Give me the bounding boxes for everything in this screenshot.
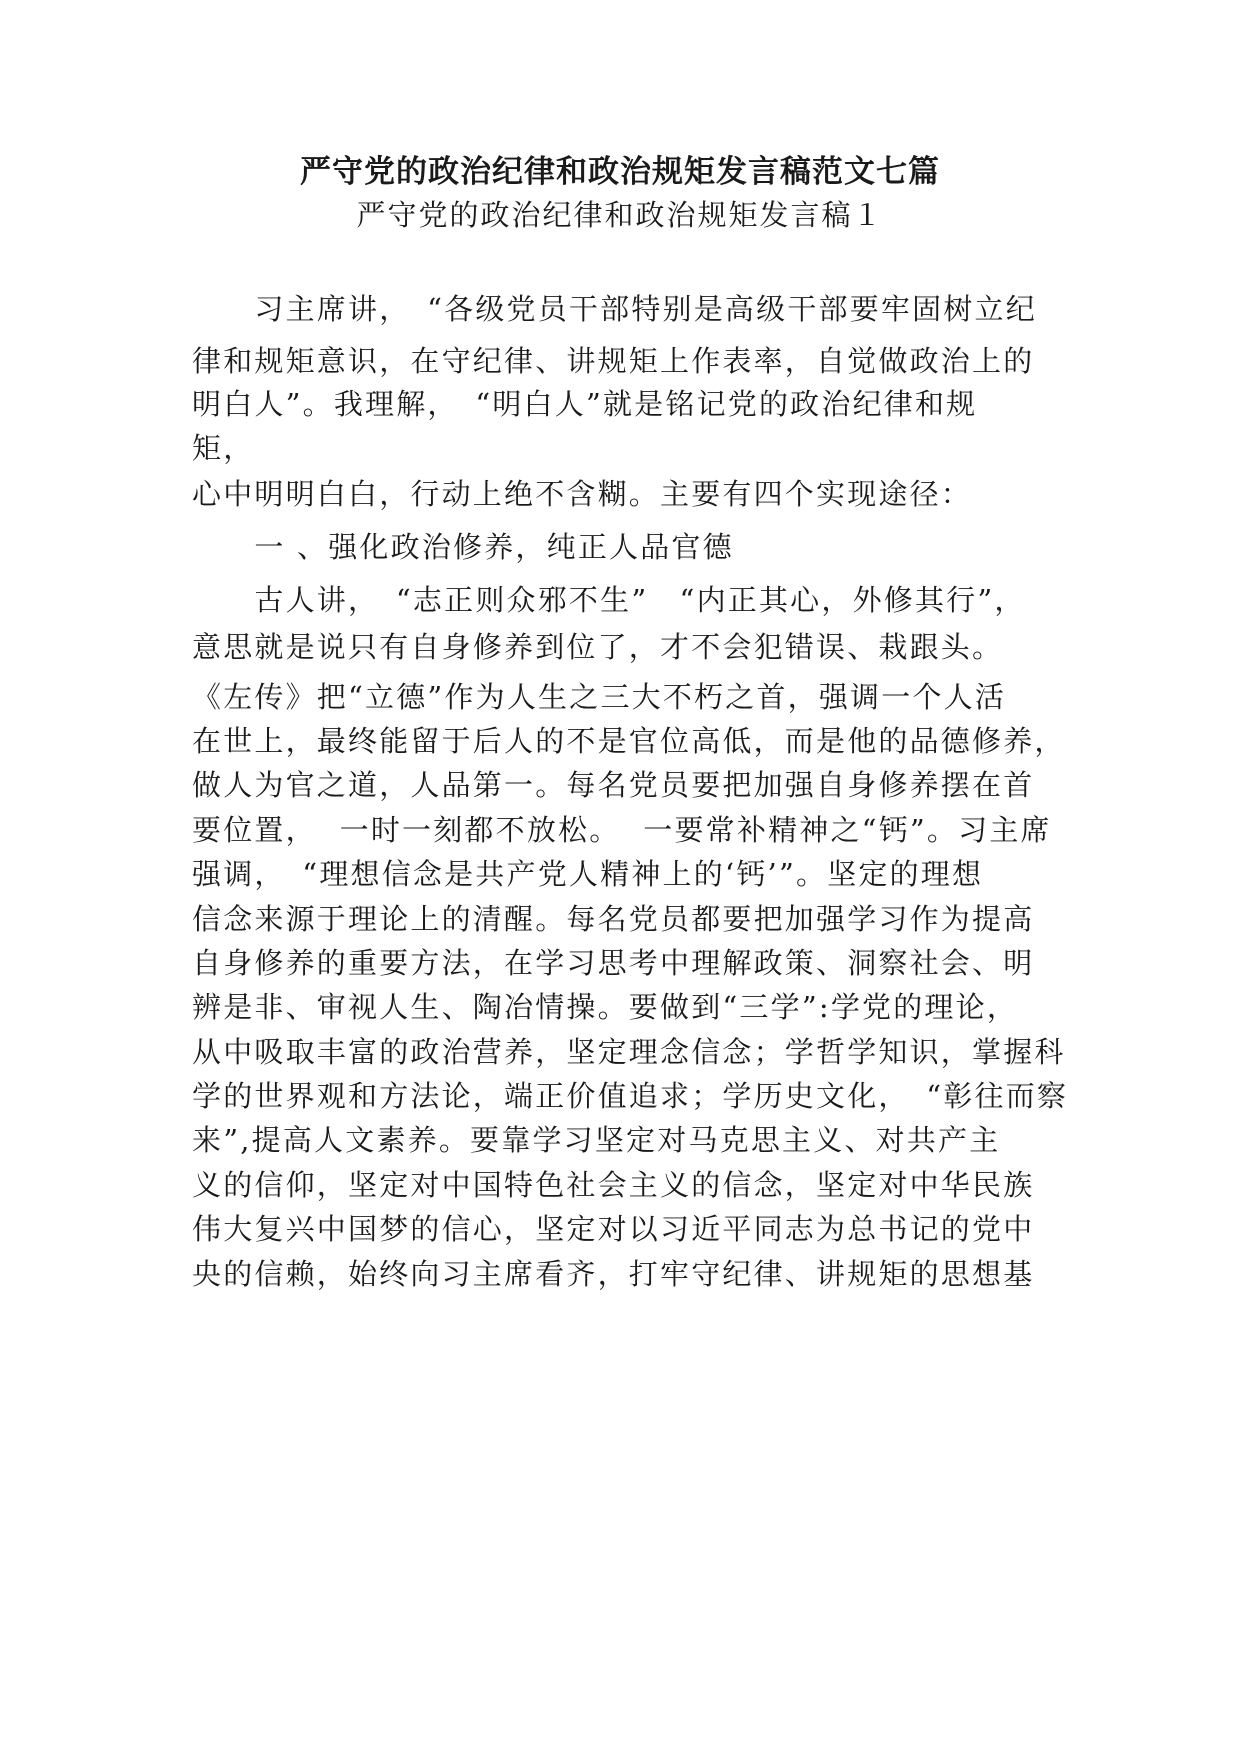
body-line: 辨是非、审视人生、陶冶情操。要做到“三学”:学党的理论， bbox=[192, 990, 1019, 1024]
body-line: 自身修养的重要方法，在学习思考中理解政策、洞察社会、明 bbox=[192, 946, 1035, 980]
body-line: 律和规矩意识，在守纪律、讲规矩上作表率，自觉做政治上的 bbox=[192, 344, 1035, 378]
body-line: 从中吸取丰富的政治营养，坚定理念信念；学哲学知识，掌握科 bbox=[192, 1035, 1066, 1069]
document-subtitle: 严守党的政治纪律和政治规矩发言稿１ bbox=[356, 198, 884, 232]
body-line: 明白人”。我理解， “明白人”就是铭记党的政治纪律和规 bbox=[192, 387, 978, 421]
body-line: 学的世界观和方法论，端正价值追求；学历史文化， “彰往而察 bbox=[192, 1079, 1069, 1113]
section-heading: 一 、强化政治修养，纯正人品官德 bbox=[192, 530, 734, 564]
body-line: 强调， “理想信念是共产党人精神上的‘钙’”。坚定的理想 bbox=[192, 857, 984, 891]
body-line: 意思就是说只有自身修养到位了，才不会犯错误、栽跟头。 bbox=[192, 630, 1004, 664]
body-line: 伟大复兴中国梦的信心，坚定对以习近平同志为总书记的党中 bbox=[192, 1212, 1035, 1246]
body-line: 习主席讲， “各级党员干部特别是高级干部要牢固树立纪 bbox=[192, 292, 1037, 326]
body-line: 心中明明白白，行动上绝不含糊。主要有四个实现途径： bbox=[192, 477, 973, 511]
body-line: 要位置， 一时一刻都不放松。 一要常补精神之“钙”。习主席 bbox=[192, 813, 1052, 847]
body-line: 央的信赖，始终向习主席看齐，打牢守纪律、讲规矩的思想基 bbox=[192, 1257, 1035, 1291]
body-line: 义的信仰，坚定对中国特色社会主义的信念，坚定对中华民族 bbox=[192, 1168, 1035, 1202]
body-line: 来”,提高人文素养。要靠学习坚定对马克思主义、对共产主 bbox=[192, 1123, 1001, 1157]
body-line: 在世上，最终能留于后人的不是官位高低，而是他的品德修养， bbox=[192, 724, 1066, 758]
document-title: 严守党的政治纪律和政治规矩发言稿范文七篇 bbox=[300, 154, 940, 190]
body-line: 信念来源于理论上的清醒。每名党员都要把加强学习作为提高 bbox=[192, 902, 1035, 936]
body-line: 矩， bbox=[192, 431, 255, 465]
body-line: 做人为官之道，人品第一。每名党员要把加强自身修养摆在首 bbox=[192, 768, 1035, 802]
body-line: 《左传》把“立德”作为人生之三大不朽之首，强调一个人活 bbox=[192, 680, 1007, 714]
body-line: 古人讲， “志正则众邪不生” “内正其心，外修其行”， bbox=[192, 583, 1026, 617]
